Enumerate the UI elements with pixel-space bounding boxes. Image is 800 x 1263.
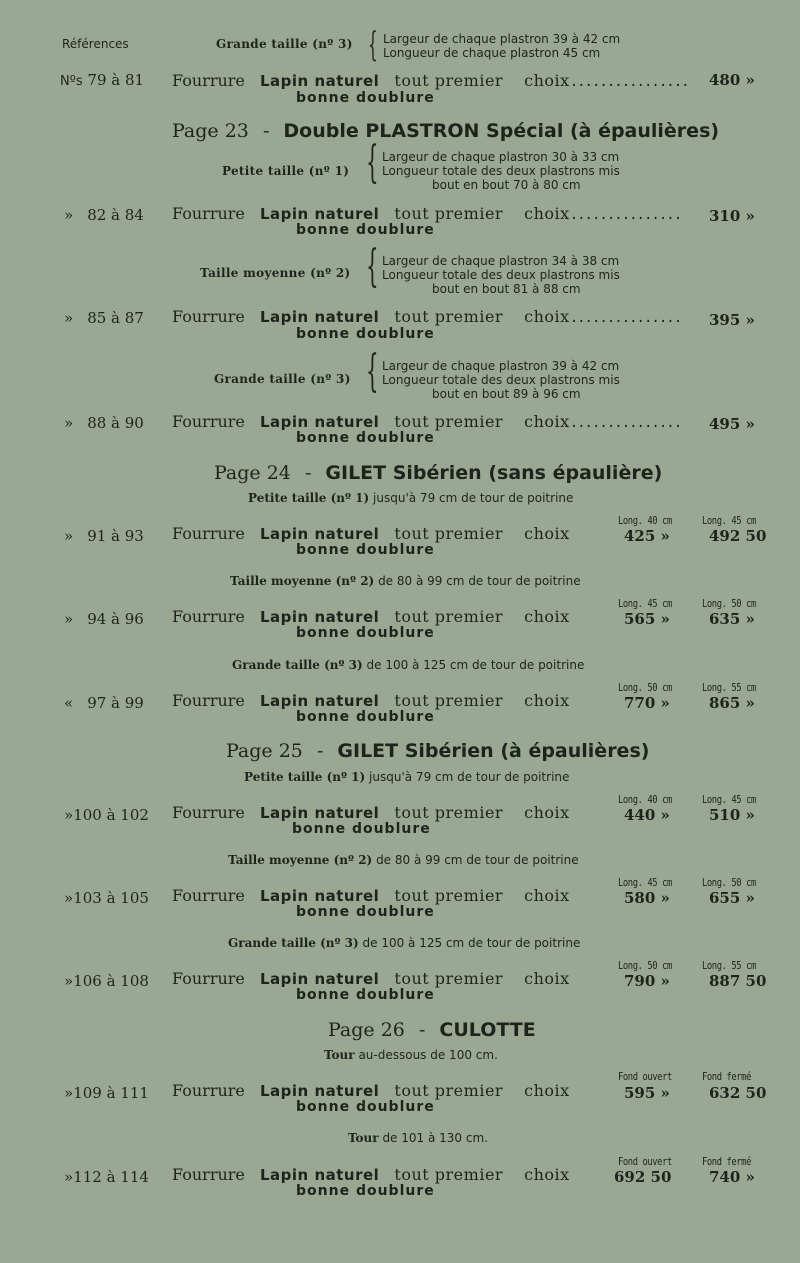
references-heading: Références xyxy=(62,37,129,51)
column-header: Long. 45 cm xyxy=(702,514,756,527)
item-reference: »112 à 114 xyxy=(64,1168,149,1186)
size-label: Petite taille (nº 1) jusqu'à 79 cm de tour de poitrine xyxy=(244,770,570,784)
size-label: Petite taille (nº 1) xyxy=(222,164,350,178)
item-description: Fourrure Lapin naturel tout premier choix xyxy=(172,1165,570,1184)
size-spec: Largeur de chaque plastron 30 à 33 cm Longueur totale des deux plastrons mis bout en bout 70 à 80 cm xyxy=(382,150,620,192)
item-reference: »100 à 102 xyxy=(64,806,149,824)
item-price: 395 » xyxy=(709,311,755,329)
item-description: Fourrure Lapin naturel tout premier choix xyxy=(172,607,570,626)
item-lining: bonne doublure xyxy=(296,430,435,446)
item-price-2: 865 » xyxy=(709,694,755,712)
item-lining: bonne doublure xyxy=(296,987,435,1003)
column-header: Long. 45 cm xyxy=(618,876,672,889)
item-reference: » 94 à 96 xyxy=(64,610,144,628)
item-price-1: 565 » xyxy=(624,610,670,628)
item-price-1: 790 » xyxy=(624,972,670,990)
column-header: Long. 55 cm xyxy=(702,681,756,694)
item-price-1: 770 » xyxy=(624,694,670,712)
column-header: Long. 50 cm xyxy=(702,597,756,610)
size-label: Taille moyenne (nº 2) xyxy=(200,266,351,280)
item-lining: bonne doublure xyxy=(292,821,431,837)
item-price: 310 » xyxy=(709,207,755,225)
item-description: Fourrure Lapin naturel tout premier choix xyxy=(172,969,570,988)
brace-symbol: { xyxy=(366,346,379,397)
size-label: Tour de 101 à 130 cm. xyxy=(348,1131,488,1145)
size-label: Taille moyenne (nº 2) de 80 à 99 cm de tour de poitrine xyxy=(230,574,581,588)
section-heading-page-26: Page 26 - CULOTTE xyxy=(328,1019,536,1041)
item-description: Fourrure Lapin naturel tout premier choix............... xyxy=(172,307,682,326)
item-reference: »109 à 111 xyxy=(64,1084,149,1102)
section-heading-page-24: Page 24 - GILET Sibérien (sans épaulière) xyxy=(214,462,663,484)
item-price-2: 492 50 xyxy=(709,527,767,545)
column-header: Long. 55 cm xyxy=(702,959,756,972)
item-reference: » 85 à 87 xyxy=(64,309,144,327)
item-lining: bonne doublure xyxy=(296,625,435,641)
size-label: Grande taille (nº 3) xyxy=(214,372,351,386)
item-price-2: 740 » xyxy=(709,1168,755,1186)
item-lining: bonne doublure xyxy=(296,222,435,238)
item-description: Fourrure Lapin naturel tout premier choix xyxy=(172,886,570,905)
size-label: Taille moyenne (nº 2) de 80 à 99 cm de tour de poitrine xyxy=(228,853,579,867)
column-header: Long. 40 cm xyxy=(618,514,672,527)
size-spec: Largeur de chaque plastron 34 à 38 cm Longueur totale des deux plastrons mis bout en bout 81 à 88 cm xyxy=(382,254,620,296)
item-description: Fourrure Lapin naturel tout premier choix xyxy=(172,1081,570,1100)
item-reference: »103 à 105 xyxy=(64,889,149,907)
column-header: Long. 50 cm xyxy=(618,681,672,694)
item-price-1: 692 50 xyxy=(614,1168,672,1186)
item-description: Fourrure Lapin naturel tout premier choix xyxy=(172,691,570,710)
size-spec: Largeur de chaque plastron 39 à 42 cm Longueur totale des deux plastrons mis bout en bout 89 à 96 cm xyxy=(382,359,620,401)
item-lining: bonne doublure xyxy=(296,542,435,558)
item-price-1: 440 » xyxy=(624,806,670,824)
column-header: Long. 50 cm xyxy=(702,876,756,889)
brace-symbol: { xyxy=(366,137,379,188)
brace-symbol: { xyxy=(368,25,378,65)
item-description: Fourrure Lapin naturel tout premier choix xyxy=(172,524,570,543)
header-size-label: Grande taille (nº 3) xyxy=(216,37,353,51)
item-description: Fourrure Lapin naturel tout premier choix................ xyxy=(172,71,689,90)
item-price-1: 425 » xyxy=(624,527,670,545)
column-header: Long. 45 cm xyxy=(702,793,756,806)
item-lining: bonne doublure xyxy=(296,709,435,725)
item-price: 480 » xyxy=(709,71,755,89)
brace-symbol: { xyxy=(366,241,379,292)
item-lining: bonne doublure xyxy=(296,90,435,106)
size-label: Grande taille (nº 3) de 100 à 125 cm de tour de poitrine xyxy=(228,936,581,950)
item-price-2: 887 50 xyxy=(709,972,767,990)
item-price-2: 635 » xyxy=(709,610,755,628)
item-price-1: 595 » xyxy=(624,1084,670,1102)
item-description: Fourrure Lapin naturel tout premier choix............... xyxy=(172,204,682,223)
size-label: Tour au-dessous de 100 cm. xyxy=(324,1048,498,1062)
item-reference: » 88 à 90 xyxy=(64,414,144,432)
section-heading-page-25: Page 25 - GILET Sibérien (à épaulières) xyxy=(226,740,650,762)
item-lining: bonne doublure xyxy=(296,326,435,342)
column-header: Fond ouvert xyxy=(618,1155,672,1168)
item-price-2: 510 » xyxy=(709,806,755,824)
item-price: 495 » xyxy=(709,415,755,433)
column-header: Fond fermé xyxy=(702,1155,751,1168)
item-description: Fourrure Lapin naturel tout premier choix............... xyxy=(172,412,682,431)
item-reference: »106 à 108 xyxy=(64,972,149,990)
column-header: Fond ouvert xyxy=(618,1070,672,1083)
item-lining: bonne doublure xyxy=(296,904,435,920)
item-reference: » 82 à 84 xyxy=(64,206,144,224)
item-lining: bonne doublure xyxy=(296,1183,435,1199)
size-label: Petite taille (nº 1) jusqu'à 79 cm de tour de poitrine xyxy=(248,491,574,505)
item-reference: « 97 à 99 xyxy=(64,694,144,712)
item-description: Fourrure Lapin naturel tout premier choix xyxy=(172,803,570,822)
item-reference: » 91 à 93 xyxy=(64,527,144,545)
column-header: Long. 45 cm xyxy=(618,597,672,610)
column-header: Long. 50 cm xyxy=(618,959,672,972)
column-header: Long. 40 cm xyxy=(618,793,672,806)
item-lining: bonne doublure xyxy=(296,1099,435,1115)
size-label: Grande taille (nº 3) de 100 à 125 cm de tour de poitrine xyxy=(232,658,585,672)
column-header: Fond fermé xyxy=(702,1070,751,1083)
header-spec: Largeur de chaque plastron 39 à 42 cm Longueur de chaque plastron 45 cm xyxy=(383,32,621,60)
item-price-2: 655 » xyxy=(709,889,755,907)
item-reference: Nºs 79 à 81 xyxy=(60,71,145,89)
item-price-1: 580 » xyxy=(624,889,670,907)
item-price-2: 632 50 xyxy=(709,1084,767,1102)
section-heading-page-23: Page 23 - Double PLASTRON Spécial (à épaulières) xyxy=(172,120,720,142)
